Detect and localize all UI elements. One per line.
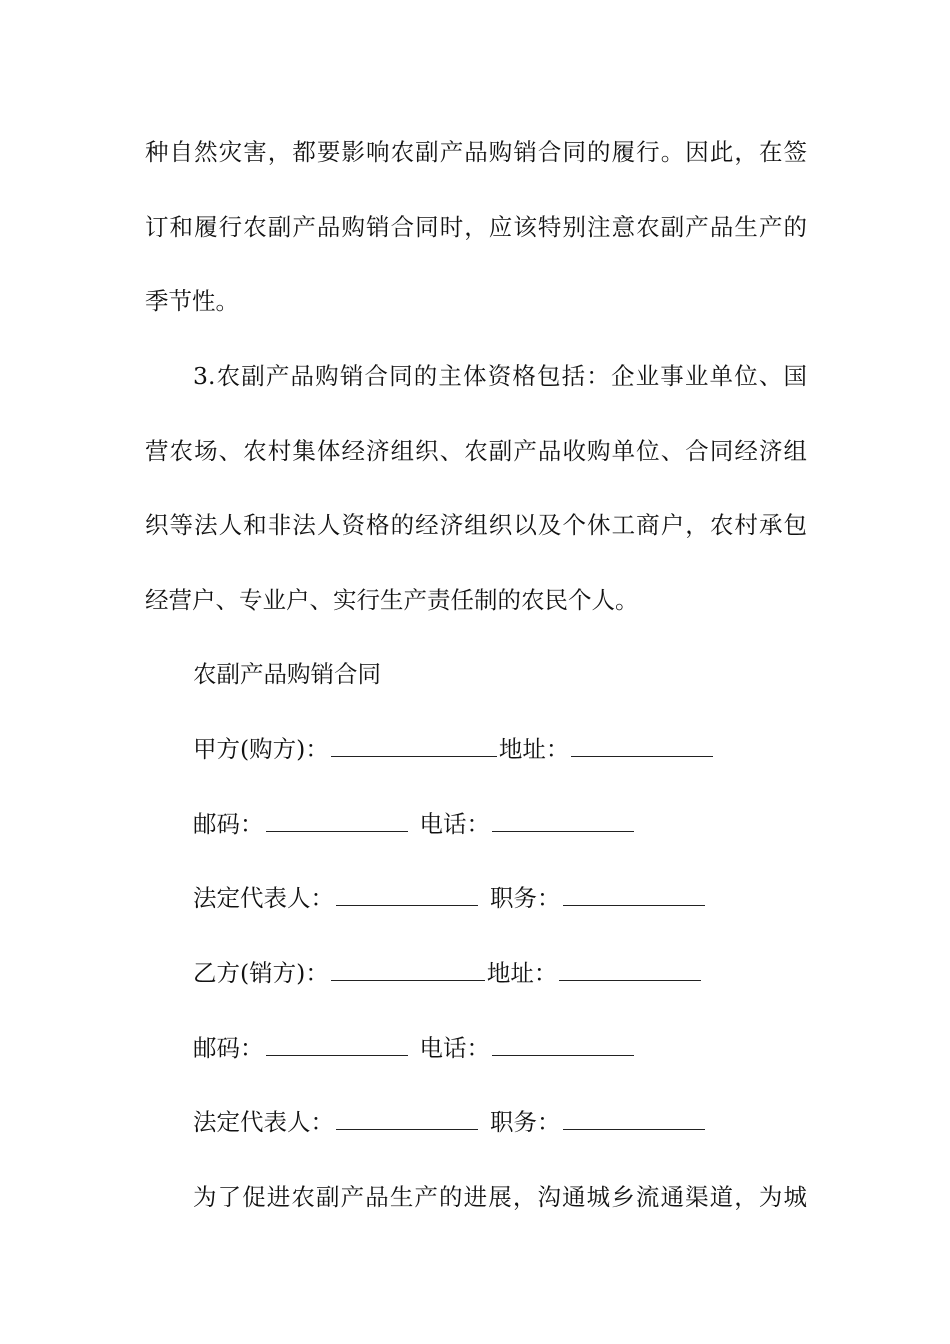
party-b-postcode-label: 邮码： [193,1034,264,1062]
paragraph-line: 织等法人和非法人资格的经济组织以及个休工商户，农村承包 [145,511,807,539]
contract-title: 农副产品购销合同 [193,660,381,688]
party-b-position-label: 职务： [490,1108,561,1136]
party-b-name-blank[interactable] [331,954,485,981]
paragraph-line: 经营户、专业户、实行生产责任制的农民个人。 [145,586,639,614]
paragraph-line: 营农场、农村集体经济组织、农副产品收购单位、合同经济组 [145,437,807,465]
paragraph-line: 订和履行农副产品购销合同时，应该特别注意农副产品生产的 [145,213,807,241]
party-a-postcode-label: 邮码： [193,810,264,838]
party-b-contact-row [193,1028,807,1068]
party-b-position-blank[interactable] [563,1103,705,1130]
party-a-address-label: 地址： [498,735,570,763]
party-b-label: 乙方(销方)： [193,959,329,987]
party-b-row [193,953,807,993]
party-b-phone-blank[interactable] [492,1029,634,1056]
party-a-rep-blank[interactable] [336,879,478,906]
party-b-rep-label: 法定代表人： [193,1108,334,1136]
party-a-address-blank[interactable] [571,730,713,757]
party-b-phone-label: 电话： [419,1034,490,1062]
party-a-position-label: 职务： [490,884,561,912]
party-a-label: 甲方(购方)： [193,735,329,763]
party-a-contact-row [193,804,807,844]
paragraph-line: 种自然灾害，都要影响农副产品购销合同的履行。因此，在签 [145,138,807,166]
party-a-row [193,729,807,769]
party-a-rep-label: 法定代表人： [193,884,334,912]
paragraph-line: 季节性。 [145,287,239,315]
party-b-rep-row [193,1102,807,1142]
party-a-position-blank[interactable] [563,879,705,906]
party-a-phone-label: 电话： [419,810,490,838]
party-a-name-blank[interactable] [331,730,497,757]
party-a-postcode-blank[interactable] [266,805,408,832]
contract-preamble-line: 为了促进农副产品生产的进展，沟通城乡流通渠道，为城 [193,1183,807,1211]
paragraph-line: 3.农副产品购销合同的主体资格包括：企业事业单位、国 [193,362,807,390]
party-a-rep-row [193,878,807,918]
party-b-address-label: 地址： [486,959,558,987]
party-b-postcode-blank[interactable] [266,1029,408,1056]
party-b-rep-blank[interactable] [336,1103,478,1130]
party-b-address-blank[interactable] [559,954,701,981]
party-a-phone-blank[interactable] [492,805,634,832]
